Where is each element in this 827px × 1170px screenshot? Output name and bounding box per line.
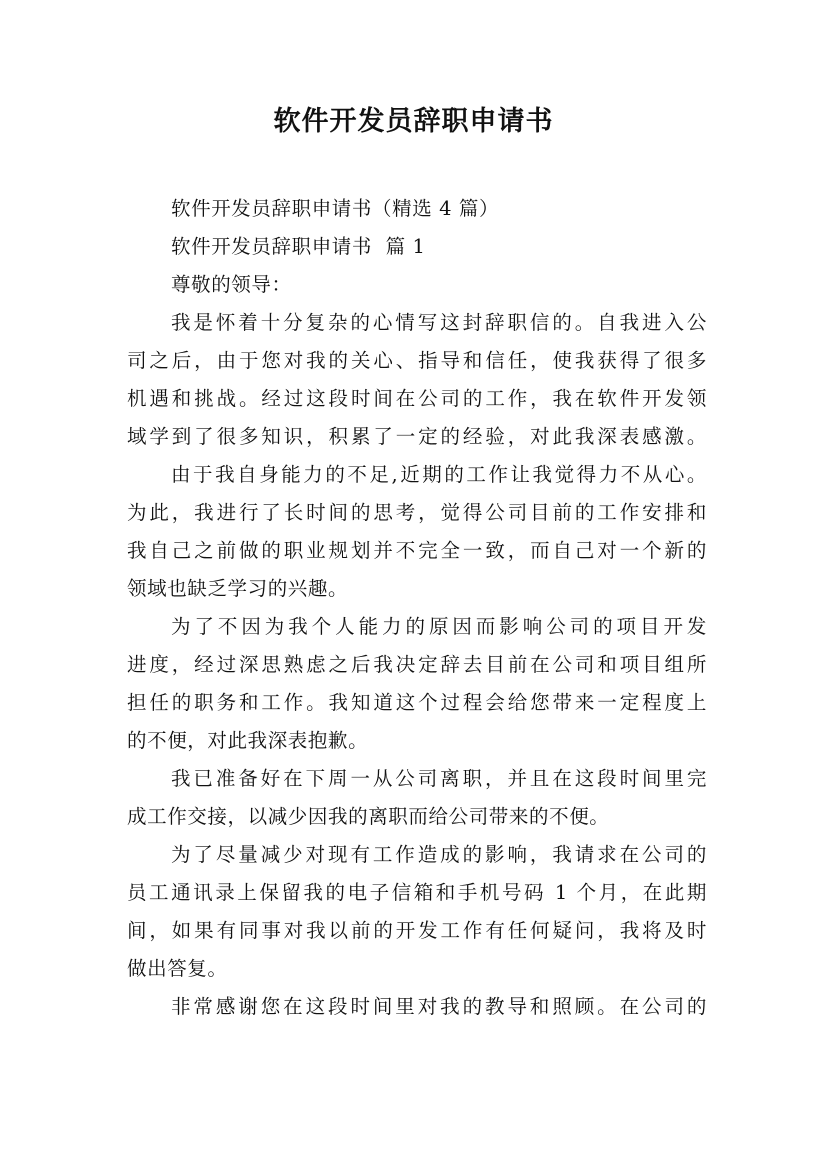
paragraph-line: 成工作交接，以减少因我的离职而给公司带来的不便。 <box>127 805 610 828</box>
paragraph-line: 员工通讯录上保留我的电子信箱和手机号码 1 个月，在此期 <box>127 881 707 904</box>
salutation: 尊敬的领导： <box>171 273 292 296</box>
paragraph-line: 非常感谢您在这段时间里对我的教导和照顾。在公司的 <box>171 995 707 1018</box>
paragraph-line: 担任的职务和工作。我知道这个过程会给您带来一定程度上 <box>127 691 707 714</box>
section-heading: 软件开发员辞职申请书 篇 1 <box>171 235 426 258</box>
paragraph-line: 领域也缺乏学习的兴趣。 <box>127 577 349 600</box>
paragraph-line: 司之后，由于您对我的关心、指导和信任，使我获得了很多 <box>127 349 707 372</box>
paragraph-line: 间，如果有同事对我以前的开发工作有任何疑问，我将及时 <box>127 919 707 942</box>
paragraph-line: 为此，我进行了长时间的思考，觉得公司目前的工作安排和 <box>127 501 707 524</box>
paragraph-line: 的不便，对此我深表抱歉。 <box>127 729 369 752</box>
paragraph-line: 域学到了很多知识，积累了一定的经验，对此我深表感激。 <box>127 425 707 448</box>
document-title: 软件开发员辞职申请书 <box>273 106 554 137</box>
paragraph-line: 做出答复。 <box>127 957 228 980</box>
paragraph-line: 机遇和挑战。经过这段时间在公司的工作，我在软件开发领 <box>127 387 707 410</box>
paragraph-line: 我已准备好在下周一从公司离职，并且在这段时间里完 <box>171 767 707 790</box>
paragraph-line: 我是怀着十分复杂的心情写这封辞职信的。自我进入公 <box>171 311 707 334</box>
paragraph-line: 为了尽量减少对现有工作造成的影响，我请求在公司的 <box>171 843 707 866</box>
subtitle-line: 软件开发员辞职申请书（精选 4 篇） <box>171 197 500 220</box>
paragraph-line: 为了不因为我个人能力的原因而影响公司的项目开发 <box>171 615 707 638</box>
document-body <box>127 190 707 1026</box>
paragraph-line: 进度，经过深思熟虑之后我决定辞去目前在公司和项目组所 <box>127 653 707 676</box>
paragraph-line: 由于我自身能力的不足,近期的工作让我觉得力不从心。 <box>171 463 707 486</box>
paragraph-line: 我自己之前做的职业规划并不完全一致，而自己对一个新的 <box>127 539 707 562</box>
